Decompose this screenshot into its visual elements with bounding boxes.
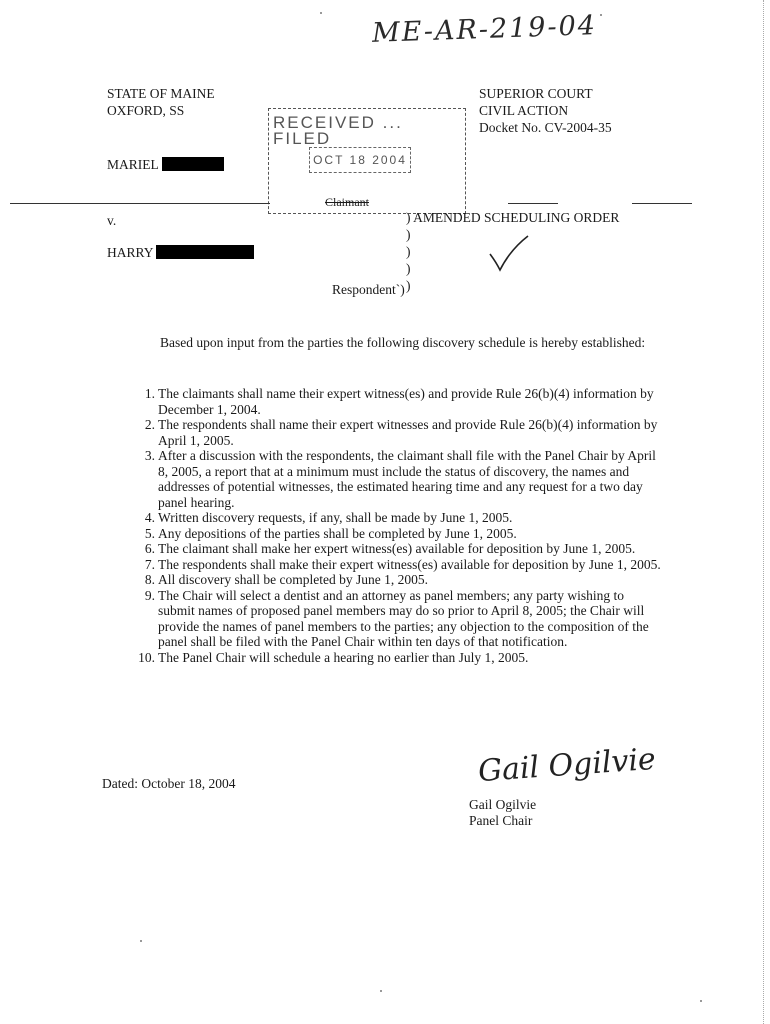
scan-speck xyxy=(600,14,602,16)
item-text: The respondents shall name their expert witnesses and provide Rule 26(b)(4) information by April 1, 2005. xyxy=(158,417,658,448)
paren-column: ) ) ) ) xyxy=(406,227,411,293)
item-text: Any depositions of the parties shall be completed by June 1, 2005. xyxy=(158,525,517,541)
item-text: The respondents shall make their expert witness(es) available for deposition by June 1, 2005. xyxy=(158,556,661,572)
respondent-role: Respondent`) xyxy=(332,282,405,297)
claimant-role: Claimant xyxy=(325,195,369,209)
dated-line: Dated: October 18, 2004 xyxy=(102,776,236,791)
item-number: 10. xyxy=(138,649,155,665)
court-county: OXFORD, SS xyxy=(107,103,185,118)
item-number: 9. xyxy=(144,587,155,603)
docket-number: Docket No. CV-2004-35 xyxy=(479,120,612,135)
item-text: The Chair will select a dentist and an attorney as panel members; any party wishing to submit names of proposed panel members may do so prior to April 8, 2005; the Chair will provide the names of panel members to the parties; any objection to the composition of the panel shall be filed with the Panel Chair within ten days of that notification. xyxy=(158,587,649,649)
court-state: STATE OF MAINE xyxy=(107,86,215,101)
stamp-text: RECEIVED ... FILED xyxy=(273,113,403,148)
schedule-list xyxy=(133,386,663,665)
list-item xyxy=(133,650,663,666)
horizontal-rule-mid xyxy=(508,203,558,204)
item-text: Written discovery requests, if any, shall be made by June 1, 2005. xyxy=(158,510,513,525)
redaction-bar xyxy=(156,245,254,259)
signer-title: Panel Chair xyxy=(469,813,533,828)
item-number: 1. xyxy=(144,386,155,401)
court-action: CIVIL ACTION xyxy=(479,103,569,118)
list-item xyxy=(133,541,663,557)
item-text: The claimant shall make her expert witness(es) available for deposition by June 1, 2005. xyxy=(158,541,636,556)
item-number: 7. xyxy=(144,556,155,572)
respondent-name-text: HARRY xyxy=(107,245,154,260)
claimant-name-text: MARIEL xyxy=(107,157,159,172)
item-text: All discovery shall be completed by June 1, 2005. xyxy=(158,572,428,587)
scan-speck xyxy=(140,940,142,942)
list-item xyxy=(133,510,663,526)
item-number: 8. xyxy=(144,572,155,587)
item-text: After a discussion with the respondents, the claimant shall file with the Panel Chair by April 8, 2005, a report that at a minimum must include the status of discovery, the names and addresses of potential witnesses, the estimated hearing time and any request for a two day panel hearing. xyxy=(158,448,656,510)
checkmark-icon xyxy=(488,232,532,276)
order-title: ) AMENDED SCHEDULING ORDER xyxy=(406,210,620,225)
item-number: 3. xyxy=(144,448,155,463)
item-number: 4. xyxy=(144,510,155,525)
handwritten-reference: ME-AR-219-04 xyxy=(371,10,598,49)
list-item xyxy=(133,572,663,588)
list-item xyxy=(133,386,663,417)
stamp-date: OCT 18 2004 xyxy=(309,147,411,173)
list-item xyxy=(133,557,663,573)
list-item xyxy=(133,526,663,542)
horizontal-rule-left xyxy=(10,203,270,204)
redaction-bar xyxy=(162,157,224,171)
versus: v. xyxy=(107,213,117,228)
item-text: The Panel Chair will schedule a hearing no earlier than July 1, 2005. xyxy=(158,649,529,665)
item-number: 2. xyxy=(144,417,155,432)
list-item xyxy=(133,448,663,510)
scan-speck xyxy=(380,990,382,992)
signer-name: Gail Ogilvie xyxy=(469,797,537,812)
scan-speck xyxy=(700,1000,702,1002)
item-text: The claimants shall name their expert witness(es) and provide Rule 26(b)(4) information by December 1, 2004. xyxy=(158,386,654,417)
scan-edge xyxy=(763,0,764,1024)
item-number: 6. xyxy=(144,541,155,556)
handwritten-signature: Gail Ogilvie xyxy=(476,741,657,790)
respondent-name xyxy=(107,245,254,261)
horizontal-rule-right xyxy=(632,203,692,204)
list-item xyxy=(133,417,663,448)
court-name: SUPERIOR COURT xyxy=(479,86,593,101)
list-item xyxy=(133,588,663,650)
scan-speck xyxy=(320,12,322,14)
item-number: 5. xyxy=(144,525,155,541)
claimant-name xyxy=(107,157,224,173)
intro-paragraph: Based upon input from the parties the following discovery schedule is hereby established: xyxy=(160,335,646,350)
